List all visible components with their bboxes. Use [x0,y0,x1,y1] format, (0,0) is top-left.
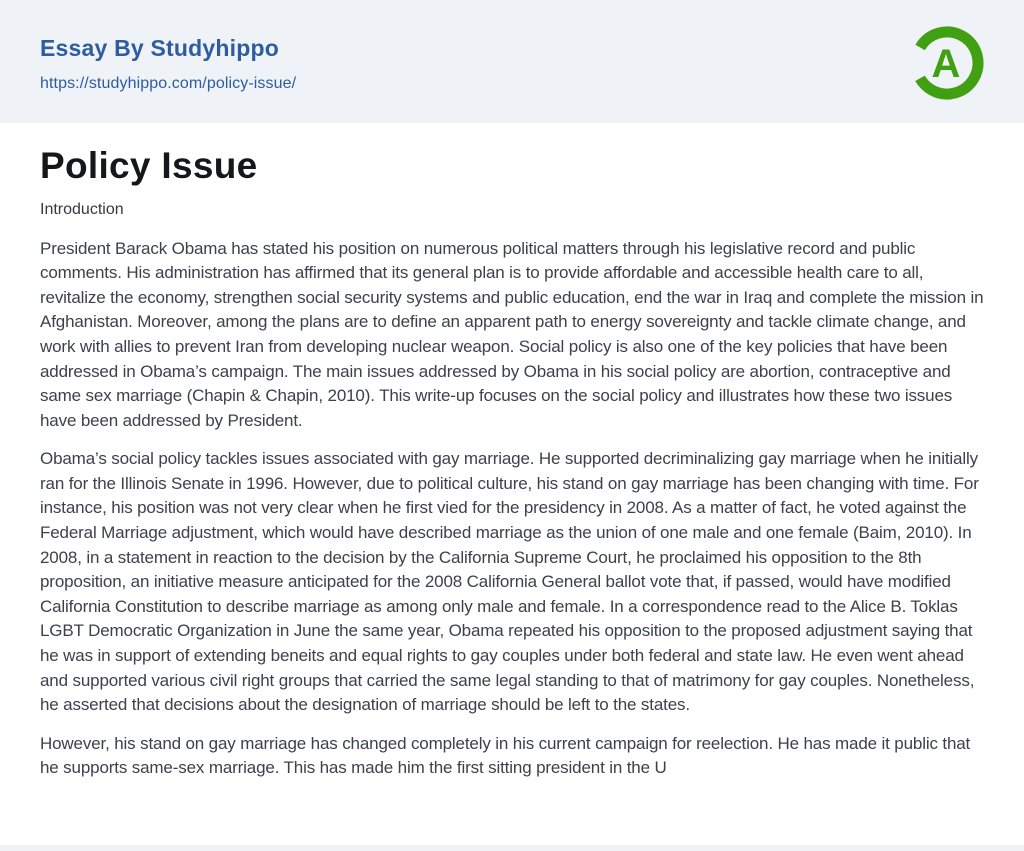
page-header [0,0,1024,123]
source-url-link[interactable]: https://studyhippo.com/policy-issue/ [40,75,297,93]
essay-content [0,123,1024,845]
studyhippo-logo [909,25,985,101]
logo-arc-icon [909,25,985,101]
footer-strip [0,845,1024,851]
essay-subtitle: Introduction [40,200,124,218]
essay-paragraph: Obama’s social policy tackles issues associated with gay marriage. He supported decriminalizing gay marriage when he initially ran for the Illinois Senate in 1996. However, due to political culture, his stand on gay marriage has been changing with time. For instance, his position was not very clear when he first vied for the presidency in 2008. As a matter of fact, he voted against the Federal Marriage adjustment, which would have described marriage as the union of one male and one female (Baim, 2010). In 2008, in a statement in reaction to the decision by the California Supreme Court, he proclaimed his opposition to the 8th proposition, an initiative measure anticipated for the 2008 California General ballot vote that, if passed, would have modified California Constitution to describe marriage as among only male and female. In a correspondence read to the Alice B. Toklas LGBT Democratic Organization in June the same year, Obama repeated his opposition to the proposed adjustment saying that he was in support of extending beneits and equal rights to gay couples under both federal and state law. He even went ahead and supported various civil right groups that carried the same legal standing to that of matrimony for gay couples. Nonetheless, he asserted that decisions about the designation of marriage should be left to the states. [40,449,979,715]
logo-letter: A [931,42,961,86]
essay-paragraph: However, his stand on gay marriage has changed completely in his current campaign for reelection. He has made it public that he supports same-sex marriage. This has made him the first sitting president in the U [40,733,971,778]
essay-paragraph: President Barack Obama has stated his position on numerous political matters through his legislative record and public comments. His administration has affirmed that its general plan is to provide affordable and accessible health care to all, revitalize the economy, strengthen social security systems and public education, end the war in Iraq and complete the mission in Afghanistan. Moreover, among the plans are to define an apparent path to energy sovereignty and tackle climate change, and work with allies to prevent Iran from developing nuclear weapon. Social policy is also one of the key policies that have been addressed in Obama’s campaign. The main issues addressed by Obama in his social policy are abortion, contraceptive and same sex marriage (Chapin & Chapin, 2010). This write-up focuses on the social policy and illustrates how these two issues have been addressed by President. [40,238,984,430]
site-title: Essay By Studyhippo [40,35,279,61]
essay-title: Policy Issue [40,145,258,186]
